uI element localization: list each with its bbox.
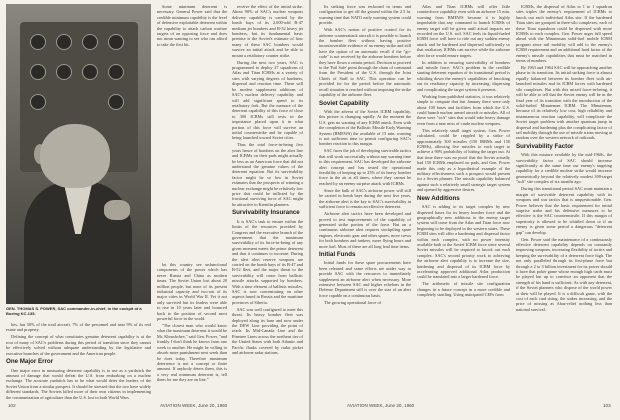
gauge-icon: [108, 64, 124, 80]
paragraph: Some minimum deterrent is necessary. General Power said that the credible minimum capability is the level of defensive exploitable deterrent within the capability to attack carbon warfare targets of an opposing force and does not mean wanting to see who can afford to take the first hit.: [157, 4, 227, 47]
gauge-icon: [108, 34, 124, 50]
paragraph: Initial funds for these spare procurements have been released and some efforts are under way to provide SAC with the resources to immediately supplement an airborne alert when necessary. More extensive between SAC and higher echelons in the Defense Department still is over the size of an alert force capable on a continuous basis.: [319, 260, 411, 298]
paragraph: let this country see unfunctional components of the power which has never Russia and China as modern times. The Soviet Union lost about 20 million people, but none of its present industrial capacity and two-out of its major cities in World War II. Yet it not only survived but its leaders were able to rise in 10 years later and bounced back to the position of second most powerful force in the world.: [157, 262, 227, 322]
gauge-icon: [30, 94, 46, 110]
column-right: [232, 4, 303, 357]
running-footer: AVIATION WEEK, June 20, 1960: [347, 403, 415, 408]
paragraph: The arithmetic of missile site configuration changes in a future concept in a more credible and completely startling. Using anticipated CEPs from: [417, 281, 510, 298]
paragraph: It is SAC's task to ensure within the limits of the resources provided by Congress and the executive branch of the government that the maximum survivability of its force-in-being of any given moment meets the prime deterrent and that it continues to increase. During the alert alert reserve weapons are carried on the bomb bays of its B-47 and B-52 fleet, and the major threat to the survivability will come from ballistic missile attacks supported by bombers. With a time element of ballistic missiles, SAC is now concentrating on other aspects based in Russia and the maritime provinces of Siberia.: [232, 218, 303, 305]
paragraph: Since the bulk of SAC's airborne power will still be carried in bomb bays during the next five years, the airborne alert is the key to SAC's survivability in sufficient force to remain an effective deterrent.: [319, 187, 411, 210]
paragraph: Atlas and Titan ICBMs will offer little counterforce capability even with an airborne 15 min. warning from BMEWS because it is highly improbable that any command to launch ICBMs of enemy target will be given until actual impacts are recorded on the U.S. soil. SAC feels its liquid-fueled ICBM force will have to ride out any sudden enemy attack and be hardened and dispersed sufficiently so that retaliatory ICBMs can survive while the airborne alert force would ensure targets.: [417, 4, 510, 58]
paragraph: The growing operational force of: [324, 299, 382, 305]
paragraph: During this transitional period SAC must maintain a margin of survivable deterrent capability with its weapons and war tactics that is unquestionable. Gen. Power believes that the basic requirement for initial surprise strike and his defensive measures to be effective is the SAC countermissile. If this margin of superiority is allowed to be whittled down or if an enemy is given some period a dangerous "deterrent gap" can develop.: [516, 186, 612, 235]
paragraph: One major error in measuring deterrent capability is to use as a yardstick the amount of damage that would defeat the U.S. from embarking on a nuclear exchange. The accurate yardstick has to be what would deter the leaders of the Soviet Union from a similar prospect. It should be stressed that the two have widely different standards. The Soviets killed more of their own citizens in implementing the communization of agriculture than the U.S. lost in both World Wars.: [6, 367, 151, 400]
paragraph: By 1963 and 1964 SAC will be approaching another phase in its transition. Its initial striking force is almost equally balanced between its bomber fleet with air-launched missiles and its ICBM forces with hardened silo complexes. But with this mixed force-in-being, it will be able to tell that the Soviet enemy will be in the final year of its transition with the introduction of the solid-fueled Minuteman ICBM. The Minuteman, because of its relatively low cost, high reliability and instantaneous reaction capability, will complicate the Soviet target problem with another quantum jump in dispersal and hardening plus the complicating factor of rail mobility through the use of missile trains moving at random over the western network of railroads.: [516, 65, 612, 141]
gauge-icon: [56, 64, 72, 80]
paragraph: "The closest man who would know what the maximum deterrent it would be Mr. Khrushchev," said Gen. Power, "and frankly I don't think he knows from one week to another. He might be willing to absorb more punishment next week than he does today. Therefore maximum deterrence is not a concept or finite amount. If anybody deters them, this is a very real minimum deterrent is, tell them for me they are on line.": [157, 323, 227, 383]
column-under-photo: [6, 322, 151, 402]
column-two: [417, 4, 510, 299]
paragraph: With this mixture available by the mid-1960s, the survivability factor of SAC should increase significantly at the same time our enemy's targeting capability for a credible nuclear strike would increase geometrically beyond the relatively modest 300-target "soft" site complex of six months ago.: [516, 152, 612, 185]
gauge-icon: [56, 34, 72, 50]
paragraph: SAC is adding to its target complex by new dispersed bases for its heavy bomber force and the geographically new additions to the enemy target system will come from the Atlas and Titan force now beginning to be deployed in the western states. These ICBM sites will offer a hardening and dispersal factor within each complex, with no power intensity available both to the Soviet ICBM force since several Soviet missiles will be required to knock out each complex. SAC's second priority work to achieving the airborne alert capability is to increase the size, hardening and dispersal of its ICBM force by accelerating approved additional Atlas production could be translated into a larger hardened force.: [417, 204, 510, 280]
section-heading: Initial Funds: [319, 250, 356, 258]
caption-bold: GEN. THOMAS S. POWER, SAC commander-in-chief, in the cockpit of a Boeing KC-135.: [6, 306, 142, 316]
column-middle-top: [157, 4, 227, 49]
left-page: [0, 0, 309, 420]
section-heading: New Additions: [417, 194, 460, 202]
page-number: 103: [603, 403, 611, 408]
paragraph: Airborne alert tactics have been developed and proved to test improvements of the capability of generated strike portion of the force. But on a continuous airborne alert requires stockpiling spare engines, electronic gear and other spares, more crews for both bombers and tankers, more flying hours and more fuel. Most of these are all long lead time items.: [319, 211, 411, 249]
column-three: [516, 4, 612, 314]
page-number: 102: [8, 403, 16, 408]
paragraph: Thus the total force-in-being five years hence of bombers on the alert line and ICBMs on their pads might actually be less as an American force that did not understand the genuine values of the deterrent equation. But its survivability factor might be so low in Soviet estimates that the prospects of winning a nuclear exchange might be relatively low price that could be inflicted by the fractional surviving force of SAC might be attractive to Kremlin planners.: [232, 142, 303, 207]
running-footer: AVIATION WEEK, June 20, 1960: [160, 403, 228, 408]
power-cockpit-photo: [6, 4, 151, 304]
gauge-icon: [30, 64, 46, 80]
paragraph: This relatively small target system, Gen. Power calculated, could be crippled by a strike of approximately 300 missiles (150 IRBMs and 150 ICBMs), allowing five missiles to each target to achieve a 90% probability of hitting the target out. At that time there was no proof that the Soviet actually had 150 ICBMs emplaced on pads, and Gen. Power made this only as a hypothetical example of the military effectiveness such a prospect would present for a Soviet planner. The missile capability balanced against such a relatively small strategic target system and opened by aggressive desires.: [417, 127, 510, 193]
photo-caption: [6, 306, 151, 316]
gauge-icon: [82, 34, 98, 50]
gauge-icon: [30, 34, 46, 50]
paragraph: With SAC's notion of positive control for its airborne counterattack aircraft it is possible to launch the bomber fleet without having positive incontrovertible evidence of an enemy strike and still have the option of an automatic recall if the "go-code" is not received by the airborne bombers before they have flown a certain period. Decision to proceed to the 'Fail Safe' point through the chain of command from the President of the U.S. through the Joint Chiefs of Staff to SAC. This operation can be provided for for the period before the automatic recall situation is reached without imposing the strike capability of the airborne fleet.: [319, 27, 412, 98]
right-page: [311, 0, 620, 420]
paragraph: SAC was well configured to meet this threat. Its heavy bomber fleet was deployed along its base and now under the DEW Line providing the point of reach. Its Mid-Canada Line and the Pinetree Lines across the northern tier of the United States with both Atlantic and Pacific flanks covered by radar picket and airborne radar stations.: [232, 306, 303, 356]
paragraph: ICBMs, the dispersal of Atlas to 1 to 1 squadron sites triples the enemy's requirement of ICBMs to knock out each individual Atlas site. If the hardened Titan sites are grouped in three-silo complexes, each of these Titan squadrons could be dispersed with more ICBMs to each complex. Gen. Power urges full speed ahead with the Minuteman solid-fuel mobile ICBM program since rail mobility will add to the enemy's ICBM requirement and an additional hard factor of the enemy's missile capabilities that must be matched in terms of numbers.: [516, 4, 612, 64]
column-one: [319, 4, 411, 307]
paragraph: Defining the concept of what constitutes genuine deterrent capability is at the root of many of SAC's problems during this period of transition since they cannot be effectively solved without adequate understanding by the legislative and executive branches of the government and the American people.: [6, 334, 151, 356]
section-heading: One Major Error: [6, 358, 54, 366]
column-middle: [157, 262, 227, 384]
officer-head: [40, 124, 110, 188]
gauge-icon: [82, 64, 98, 80]
officer-hand: [104, 200, 130, 220]
paragraph: In addition to ensuring survivability of bombers and missile force, SAC's problem in the credible starting deterrent equation of its transitional period is whittling down the enemy's capabilities of knocking out its retaliatory capacity by increasing, dispersing and complicating the target system it presents.: [417, 59, 510, 92]
paragraph: Its striking force was reckoned in terms and configuration to get off the ground within the 2.5 hr. warning time that NATO early warning system could provide.: [319, 4, 411, 26]
section-heading: Survivability Insurance: [232, 209, 300, 217]
paragraph: With the advent of the Soviet ICBM capability, this picture is changing rapidly. At the moment the U.S. gets no warning of any ICBM attack. Even with the completion of the Ballistic Missile Early Warning System (BMEWS) the available of 15 min. warning is not sufficient time to permit configuring SAC's bomber reaction to this margin.: [319, 109, 411, 147]
paragraph: SAC faces the job of developing survivable tactics that will work successfully without any warning time to this requirement. SAC has developed the airborne alert concept and has tested the operational feasibility of keeping up to 25% of its heavy bomber force in the air at all times, where they cannot be reached by an enemy surprise attack with ICBMs.: [319, 148, 411, 186]
paragraph: During the next two years, SAC is programmed to deploy 27 squadrons of Atlas and Titan ICBMs at a variety of sites with varying degrees of hardness, dispersal and reaction time. These will be modest supplement additions of SAC's nuclear delivery capability and will add significant speed to its retaliatory fork. But the measure of the deterrent capability of this force of close to 300 ICBMs still rests in the importance placed upon it in what portion of this force will survive an initial counterstrike and be capable of being launched toward Soviet cities.: [232, 59, 303, 141]
section-heading: Soviet Capability: [319, 99, 369, 107]
gauge-icon: [108, 94, 124, 110]
paragraph: receive the effect of the initial strike. About 90% of SAC's nuclear weapons delivery capability is carried by the bomb bays of its 2,000-odd B-47 medium jet bombers and B-52 heavy jet bombers, but its fundamental basic premise is the Soviet's estimate of how many of these SAC bombers would survive an initial attack and be able to mount a retaliatory counter strike.: [232, 4, 303, 58]
paragraph: Gen. Power said the maintenance of a continuously effective deterrent capability depends on constantly improving weapons, increasing flexibility of tactics and keeping the survivability of a deterrent force high. The not only paralleled through its first-phase force but through a 2 to 3 billion investment for its power should it have that poker game whose enough high cards must be played but up to convince an opponent that the strength of his hand is sufficient. As with any deterrent, if the Soviet planners who dispose of the world power at their will be played. It is a difficult game, with the cost of each card rising, the stakes increasing, and the price of missing as Ahaz-relief nothing less than national survival.: [516, 236, 612, 312]
paragraph: lies, has 50% of the total aircraft, 7% of the personnel and near 9% of its real estate and property.: [6, 322, 151, 333]
section-heading: Survivability Factor: [516, 142, 574, 150]
paragraph: Working from published statistics, it was relatively simple to compute that last January there were only about 100 bases and facilities from which the U.S. could launch nuclear armed aircraft or missiles. All of these were "soft" sites that would take heavy damage even from a near miss of crude nuclear weapons.: [417, 93, 510, 126]
